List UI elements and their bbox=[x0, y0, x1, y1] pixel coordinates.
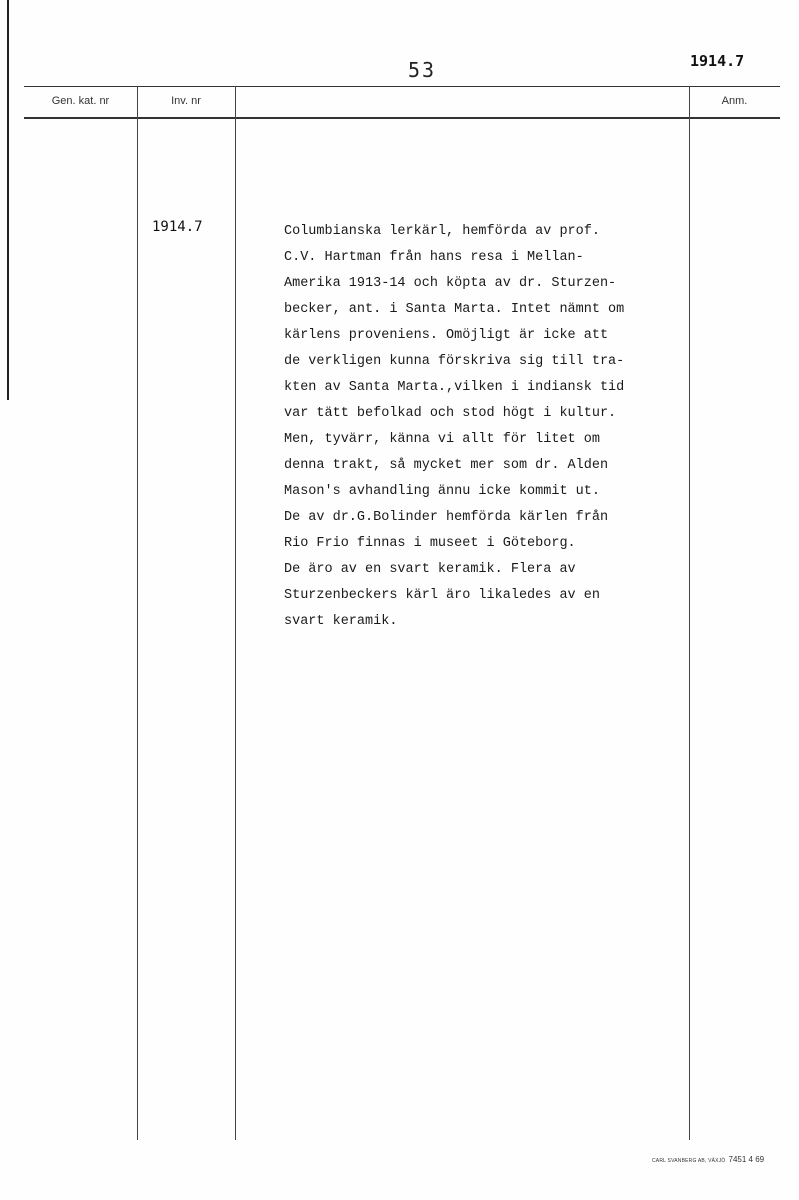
description-line: Amerika 1913-14 och köpta av dr. Sturzen- bbox=[284, 276, 617, 291]
column-header-inv-nr: Inv. nr bbox=[171, 95, 201, 107]
binding-edge-line bbox=[7, 0, 9, 400]
column-divider-1 bbox=[137, 86, 138, 1140]
corner-catalog-number: 1914.7 bbox=[690, 52, 745, 70]
description-line: de verkligen kunna förskriva sig till tra- bbox=[284, 354, 625, 369]
description-line: De av dr.G.Bolinder hemförda kärlen från bbox=[284, 510, 609, 525]
column-divider-3 bbox=[689, 86, 690, 1140]
printer-imprint bbox=[652, 1155, 764, 1164]
printer-name: CARL SVANBERG AB, VÄXJÖ bbox=[652, 1158, 726, 1164]
column-header-anm: Anm. bbox=[721, 95, 748, 107]
description-line: Sturzenbeckers kärl äro likaledes av en bbox=[284, 588, 600, 603]
description-line: denna trakt, så mycket mer som dr. Alden bbox=[284, 458, 609, 473]
form-code: 7451 4 69 bbox=[728, 1155, 765, 1164]
description-line: De äro av en svart keramik. Flera av bbox=[284, 562, 576, 577]
entry-description bbox=[284, 219, 684, 635]
entry-inventory-number: 1914.7 bbox=[152, 219, 203, 235]
description-line: var tätt befolkad och stod högt i kultur. bbox=[284, 406, 617, 421]
page-number: 53 bbox=[408, 58, 437, 82]
description-line: Columbianska lerkärl, hemförda av prof. bbox=[284, 224, 600, 239]
description-line: Rio Frio finnas i museet i Göteborg. bbox=[284, 536, 576, 551]
description-line: svart keramik. bbox=[284, 614, 398, 629]
column-divider-2 bbox=[235, 86, 236, 1140]
description-line: kten av Santa Marta.,vilken i indiansk tid bbox=[284, 380, 625, 395]
description-line: Mason's avhandling ännu icke kommit ut. bbox=[284, 484, 600, 499]
column-header-gen-kat-nr: Gen. kat. nr bbox=[51, 95, 110, 107]
description-line: kärlens proveniens. Omöjligt är icke att bbox=[284, 328, 609, 343]
description-line: C.V. Hartman från hans resa i Mellan- bbox=[284, 250, 584, 265]
description-line: Men, tyvärr, känna vi allt för litet om bbox=[284, 432, 600, 447]
description-line: becker, ant. i Santa Marta. Intet nämnt om bbox=[284, 302, 625, 317]
